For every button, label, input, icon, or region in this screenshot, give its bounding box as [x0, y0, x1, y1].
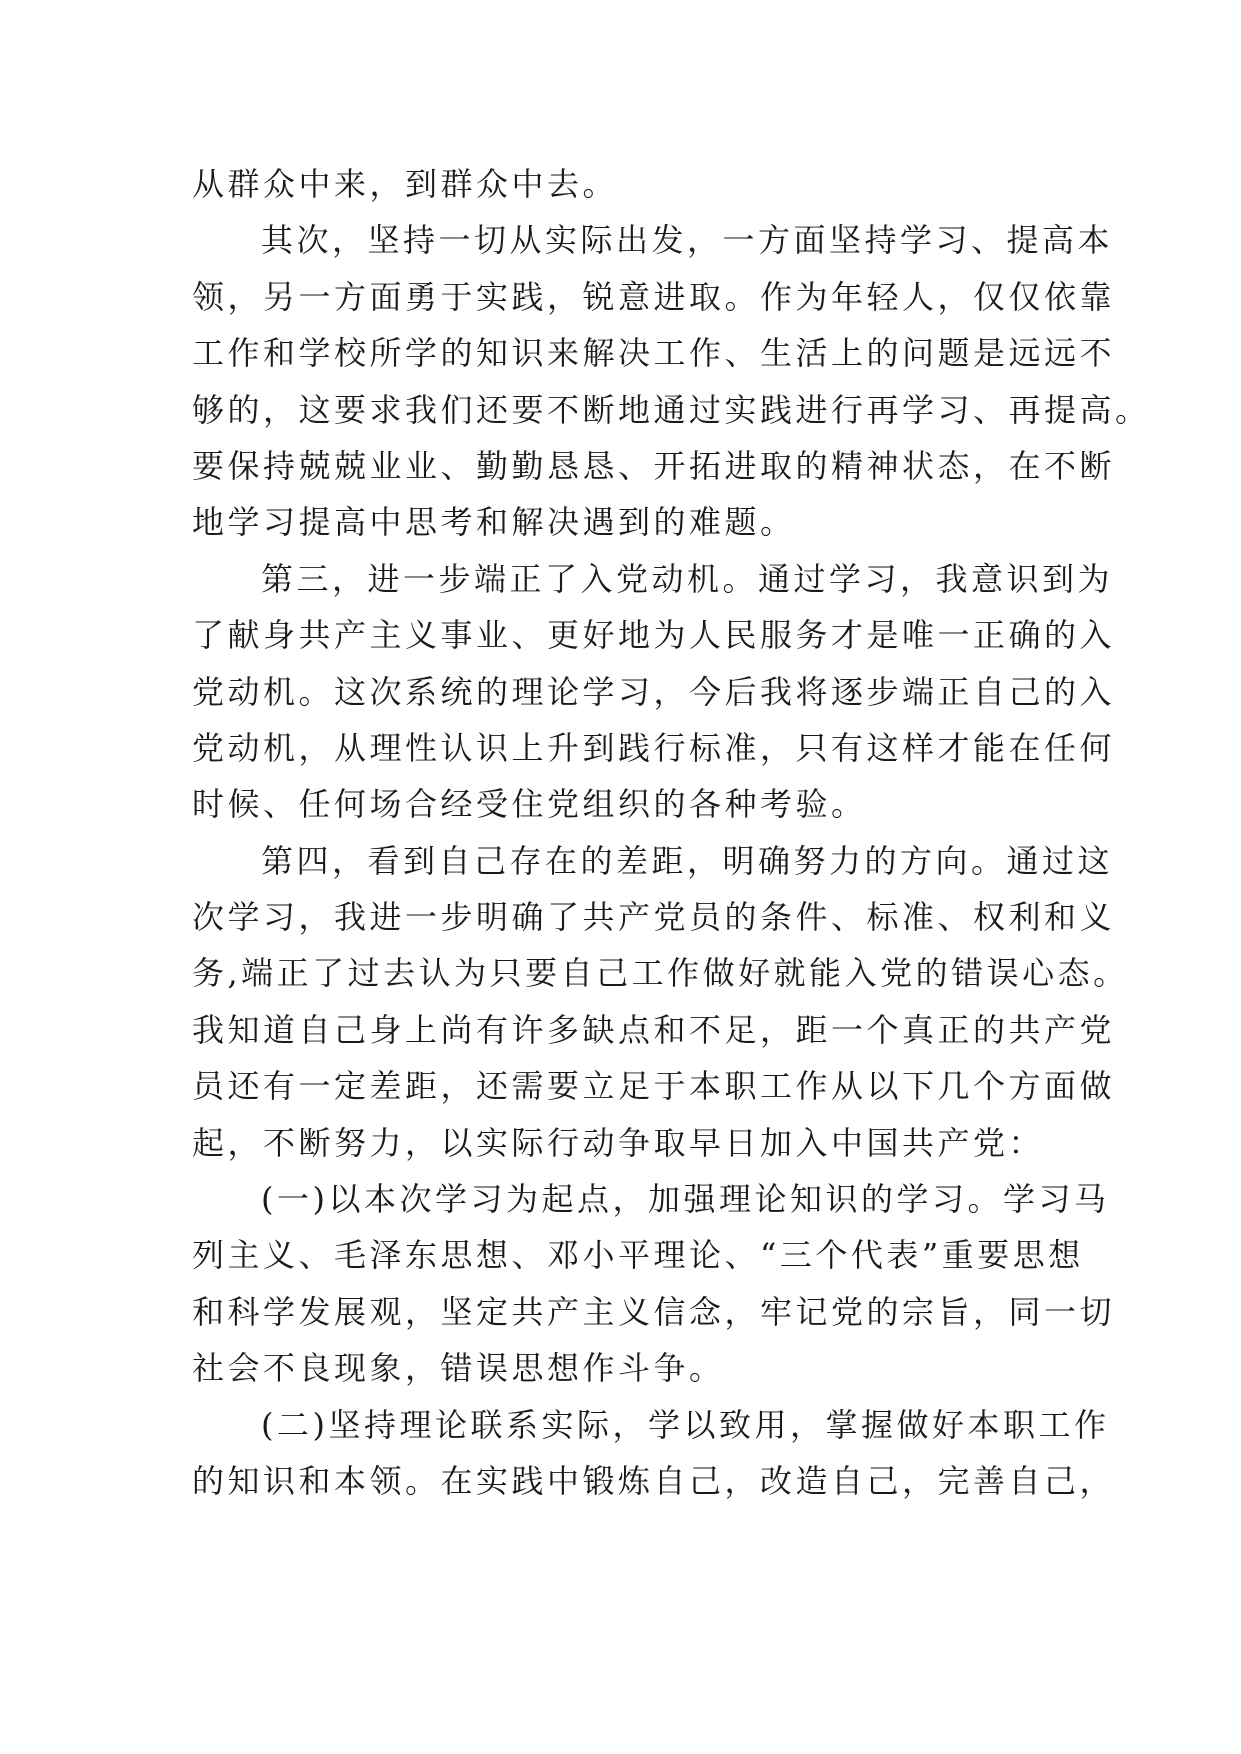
text-line: 从群众中来，到群众中去。 [192, 165, 619, 203]
text-line: 员还有一定差距，还需要立足于本职工作从以下几个方面做 [192, 1067, 1116, 1106]
text-line: 了献身共产主义事业、更好地为人民服务才是唯一正确的入 [192, 616, 1116, 655]
text-line: 社会不良现象，错误思想作斗争。 [192, 1349, 725, 1388]
text-line: 的知识和本领。在实践中锻炼自己，改造自己，完善自己， [192, 1461, 1116, 1500]
paragraph-first-line: (一)以本次学习为起点，加强理论知识的学习。学习马 [261, 1180, 1110, 1219]
text-line: 够的，这要求我们还要不断地通过实践进行再学习、再提高。 [192, 390, 1151, 429]
body-text [192, 156, 1151, 1509]
paragraph-first-line: 第三，进一步端正了入党动机。通过学习，我意识到为 [261, 559, 1114, 598]
text-line: 我知道自己身上尚有许多缺点和不足，距一个真正的共产党 [192, 1010, 1116, 1049]
text-line: 务,端正了过去认为只要自己工作做好就能入党的错误心态。 [192, 954, 1129, 993]
text-line: 次学习，我进一步明确了共产党员的条件、标准、权利和义 [192, 898, 1116, 937]
paragraph-first-line: (二)坚持理论联系实际，学以致用，掌握做好本职工作 [261, 1405, 1110, 1444]
text-line: 时候、任何场合经受住党组织的各种考验。 [192, 785, 867, 824]
text-line: 党动机，从理性认识上升到践行标准，只有这样才能在任何 [192, 728, 1116, 767]
text-line: 党动机。这次系统的理论学习，今后我将逐步端正自己的入 [192, 672, 1116, 711]
text-line: 领，另一方面勇于实践，锐意进取。作为年轻人，仅仅依靠 [192, 277, 1116, 316]
text-line: 工作和学校所学的知识来解决工作、生活上的问题是远远不 [192, 334, 1116, 373]
text-line: 和科学发展观，坚定共产主义信念，牢记党的宗旨，同一切 [192, 1292, 1116, 1331]
text-line: 列主义、毛泽东思想、邓小平理论、“三个代表”重要思想 [192, 1236, 1084, 1275]
text-line: 地学习提高中思考和解决遇到的难题。 [192, 503, 796, 542]
text-line: 要保持兢兢业业、勤勤恳恳、开拓进取的精神状态，在不断 [192, 446, 1116, 485]
paragraph-first-line: 第四，看到自己存在的差距，明确努力的方向。通过这 [261, 841, 1114, 880]
paragraph-first-line: 其次，坚持一切从实际出发，一方面坚持学习、提高本 [261, 221, 1114, 260]
text-line: 起，不断努力，以实际行动争取早日加入中国共产党： [192, 1123, 1045, 1162]
